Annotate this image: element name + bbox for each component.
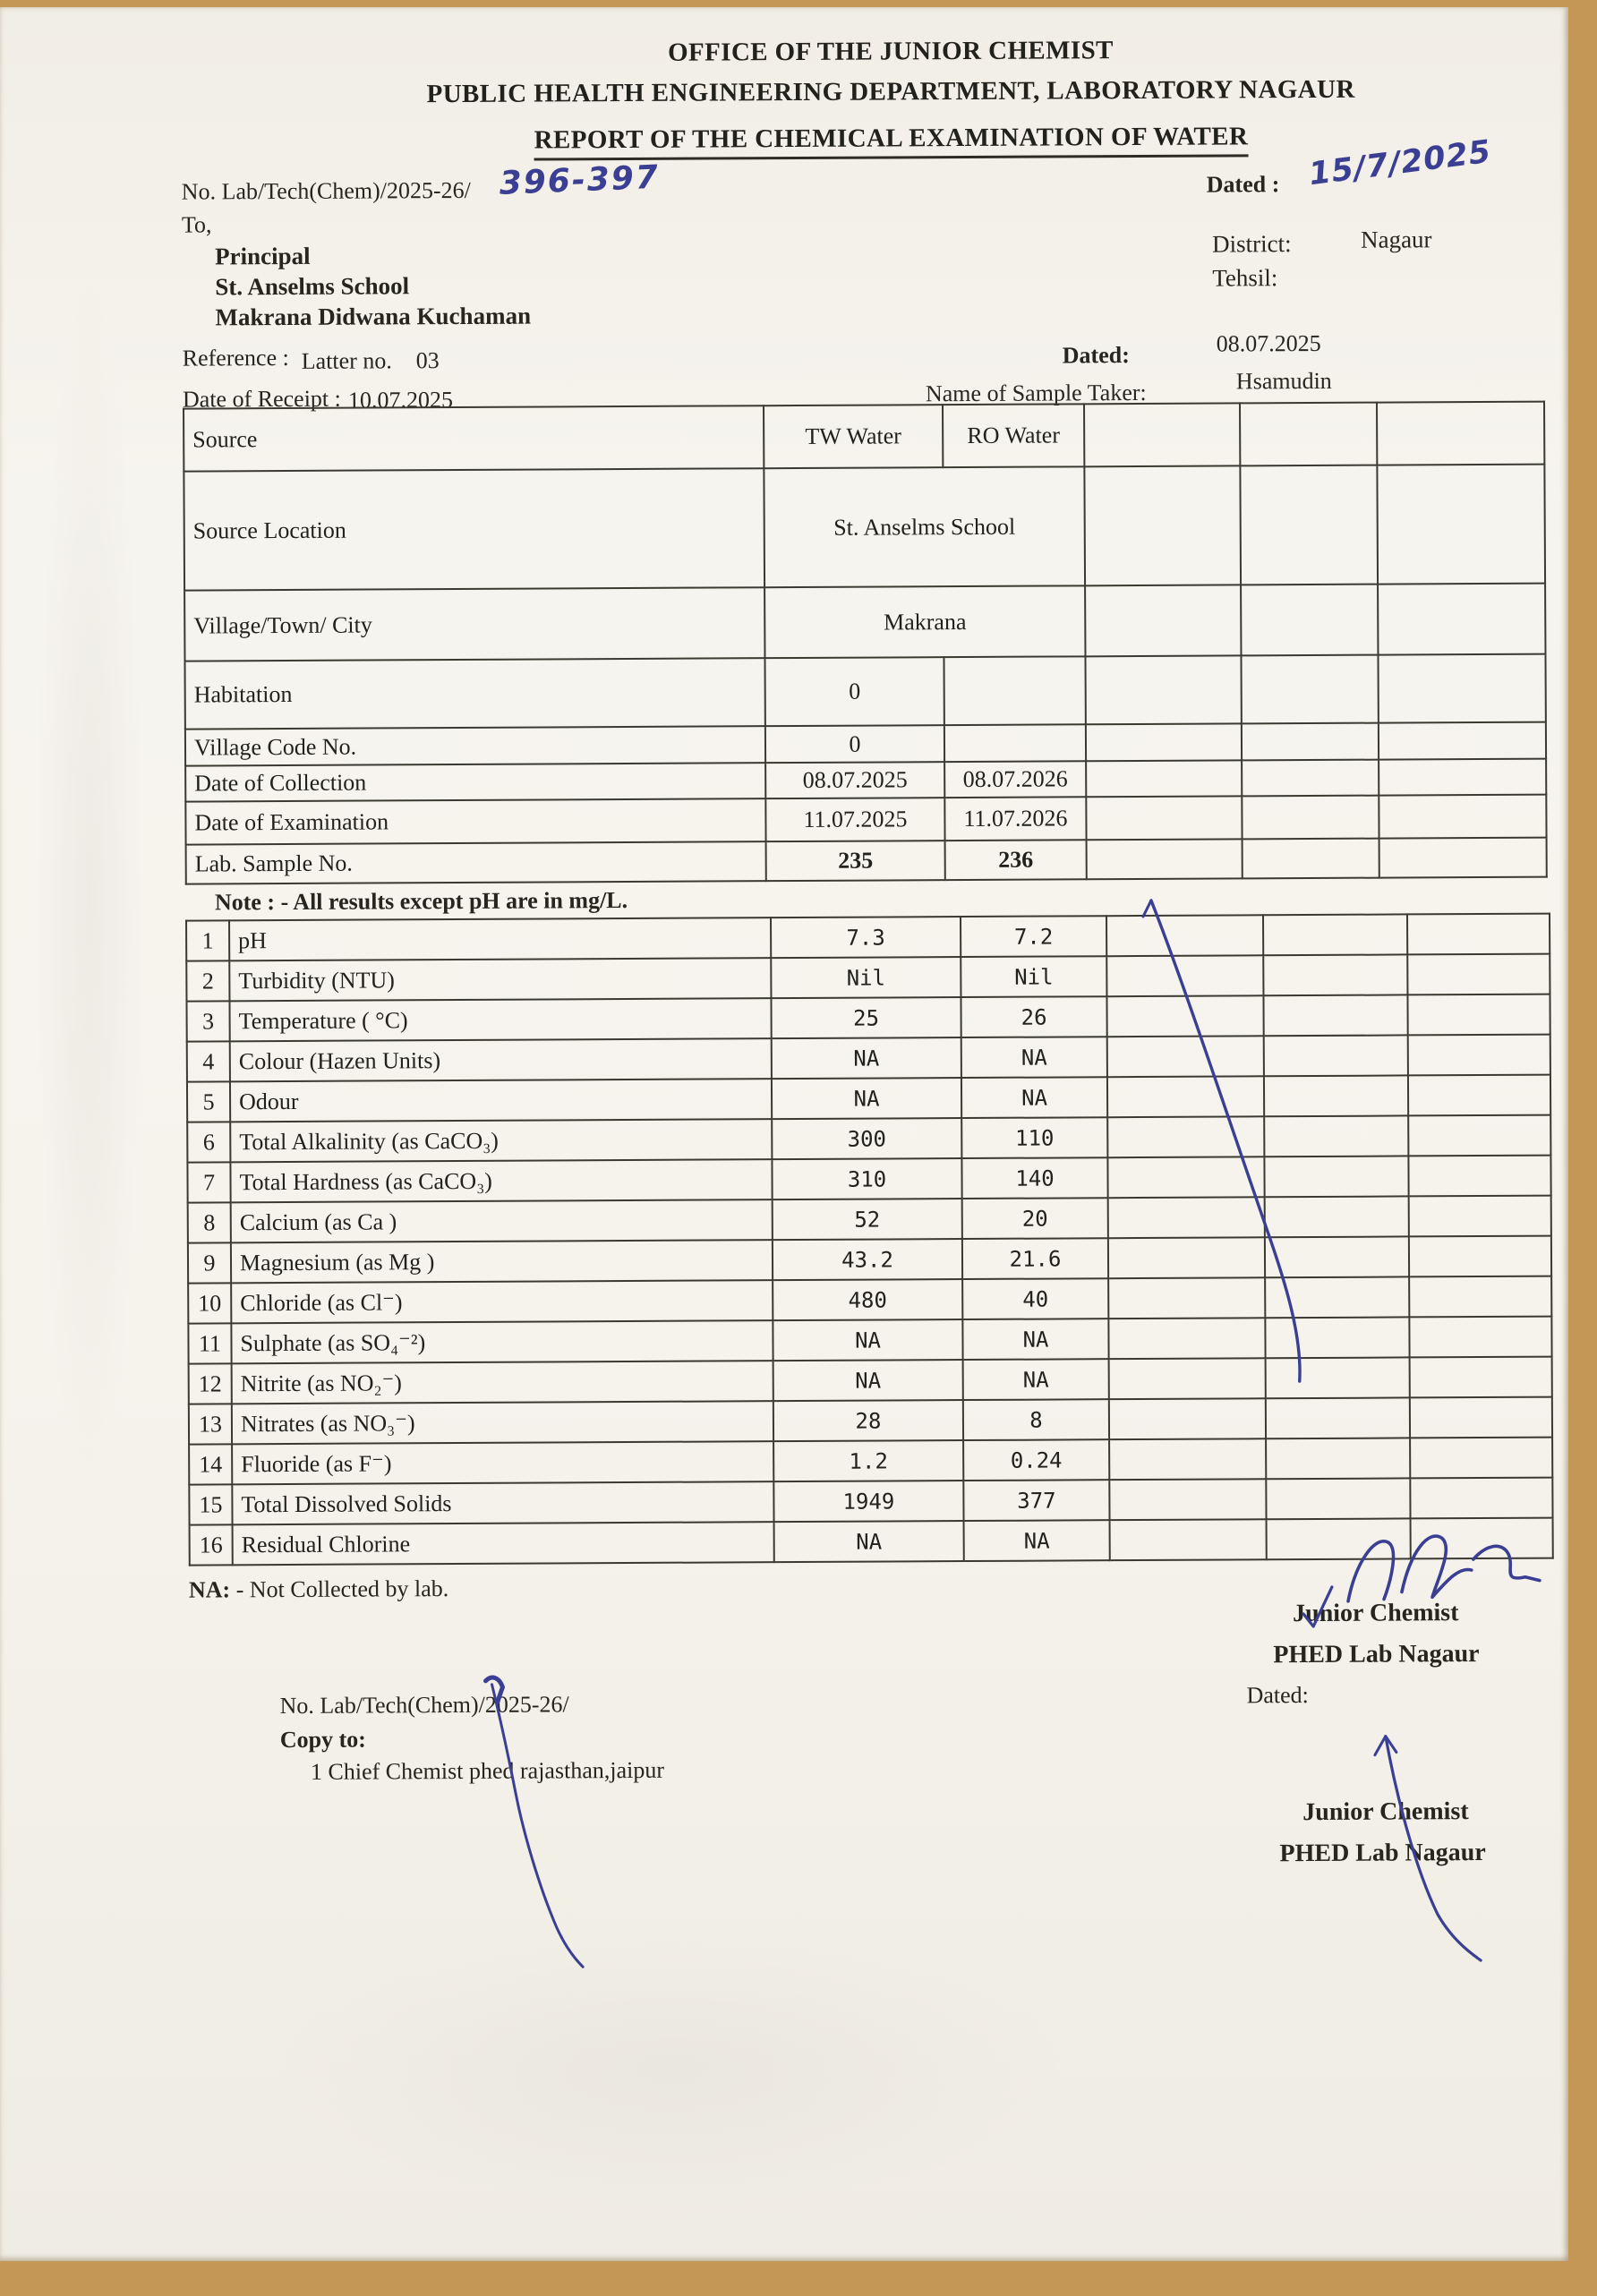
parameter-cell: Sulphate (as SO₄⁻²) xyxy=(231,1320,773,1363)
info-label-cell: Village/Town/ City xyxy=(184,587,764,661)
empty-cell xyxy=(1410,1438,1552,1479)
sample-taker-value: Hsamudin xyxy=(1235,367,1332,395)
ro-value-cell: 11.07.2026 xyxy=(944,797,1086,841)
empty-cell xyxy=(1240,403,1377,466)
empty-cell xyxy=(1264,1035,1408,1076)
empty-cell xyxy=(1265,1236,1409,1277)
info-row-lab-sample-no xyxy=(186,838,1547,884)
parameter-cell: Colour (Hazen Units) xyxy=(230,1038,772,1081)
empty-cell xyxy=(1109,1398,1266,1439)
reference-label: Reference : xyxy=(182,344,289,371)
sample-taker-label: Name of Sample Taker: xyxy=(925,379,1147,407)
empty-cell xyxy=(1107,1076,1264,1117)
empty-cell xyxy=(1265,1317,1409,1358)
row-number-cell: 14 xyxy=(189,1444,232,1484)
tw-result-cell: NA xyxy=(774,1521,964,1562)
result-row xyxy=(188,1236,1551,1284)
tw-result-cell: 480 xyxy=(773,1279,962,1320)
ro-result-cell: 40 xyxy=(962,1278,1108,1319)
row-number-cell: 15 xyxy=(189,1484,232,1524)
empty-cell xyxy=(1407,994,1550,1036)
empty-cell xyxy=(1379,838,1547,878)
empty-cell xyxy=(1084,403,1240,466)
tw-value-cell: 235 xyxy=(766,841,945,881)
tw-value-cell: 11.07.2025 xyxy=(765,798,944,841)
info-row-source xyxy=(184,402,1544,472)
tw-header-cell: TW Water xyxy=(764,405,943,468)
info-label-cell: Source xyxy=(184,405,764,471)
empty-cell xyxy=(1411,1518,1553,1559)
empty-cell xyxy=(1086,723,1242,761)
row-number-cell: 7 xyxy=(187,1162,230,1202)
info-label-cell: Source Location xyxy=(184,468,764,590)
empty-cell xyxy=(1265,1276,1409,1318)
row-number-cell: 9 xyxy=(188,1242,231,1283)
parameter-cell: Residual Chlorine xyxy=(233,1522,774,1565)
empty-cell xyxy=(1378,584,1545,655)
empty-cell xyxy=(1240,465,1378,585)
empty-cell xyxy=(1087,839,1243,879)
junior-chemist-title-bottom: Junior Chemist xyxy=(1302,1797,1469,1827)
department-heading-row xyxy=(188,73,1593,110)
receipt-value: 10.07.2025 xyxy=(347,387,454,414)
lab-ref-number-handwritten: 396-397 xyxy=(498,158,661,202)
phed-lab-nagaur-bottom: PHED Lab Nagaur xyxy=(1279,1838,1486,1868)
tw-result-cell: NA xyxy=(772,1037,961,1079)
merged-value-cell: St. Anselms School xyxy=(764,466,1085,587)
result-row xyxy=(186,954,1550,1002)
ro-value-cell: 08.07.2026 xyxy=(944,761,1086,798)
pen-arrowhead-bottom-signature xyxy=(1375,1737,1396,1755)
empty-cell xyxy=(1408,1035,1550,1076)
empty-cell xyxy=(1241,655,1378,724)
empty-cell xyxy=(1108,1318,1265,1359)
empty-cell xyxy=(1264,1075,1408,1116)
empty-cell xyxy=(1409,1236,1551,1277)
receipt-label: Date of Receipt : xyxy=(182,385,341,413)
info-label-cell: Village Code No. xyxy=(185,726,765,765)
empty-cell xyxy=(1265,1196,1409,1237)
tw-result-cell: NA xyxy=(772,1078,961,1119)
empty-cell xyxy=(1108,1277,1265,1319)
tw-value-cell: 08.07.2025 xyxy=(765,762,944,798)
addressee-line: St. Anselms School xyxy=(215,272,410,301)
result-row xyxy=(188,1317,1551,1364)
district-value: Nagaur xyxy=(1360,226,1432,253)
info-label-cell: Date of Examination xyxy=(185,798,765,844)
copy-to-item: 1 Chief Chemist phed rajasthan,jaipur xyxy=(310,1756,665,1785)
result-row xyxy=(190,1518,1553,1566)
empty-cell xyxy=(1242,723,1379,761)
ro-value-cell: 236 xyxy=(945,840,1087,880)
empty-cell xyxy=(1108,1197,1265,1238)
ro-result-cell: NA xyxy=(963,1359,1109,1400)
tw-result-cell: 28 xyxy=(773,1400,963,1441)
row-number-cell: 6 xyxy=(187,1122,230,1162)
ro-result-cell: 21.6 xyxy=(962,1238,1108,1279)
result-row xyxy=(188,1276,1551,1324)
reference-number: 03 xyxy=(415,347,440,374)
info-label-cell: Lab. Sample No. xyxy=(186,841,766,883)
office-heading-row xyxy=(188,33,1593,70)
empty-cell xyxy=(1379,759,1546,796)
tw-result-cell: 7.3 xyxy=(771,917,961,958)
to-label: To, xyxy=(181,211,212,238)
result-row xyxy=(187,1035,1550,1082)
tw-result-cell: 1.2 xyxy=(773,1440,963,1481)
info-row-examination-date xyxy=(185,795,1546,845)
tw-result-cell: 300 xyxy=(772,1118,961,1159)
empty-cell xyxy=(1266,1357,1410,1398)
row-number-cell: 5 xyxy=(187,1081,230,1122)
empty-cell xyxy=(1106,995,1263,1037)
addressee-line: Principal xyxy=(215,242,311,270)
parameter-cell: Nitrates (as NO₃⁻) xyxy=(232,1401,773,1444)
result-row xyxy=(189,1438,1552,1485)
info-row-habitation xyxy=(184,654,1545,730)
row-number-cell: 16 xyxy=(190,1524,233,1565)
result-row xyxy=(189,1397,1552,1445)
empty-cell xyxy=(1408,1115,1550,1157)
row-number-cell: 4 xyxy=(187,1041,230,1081)
tw-value-cell: 0 xyxy=(764,657,944,726)
empty-cell xyxy=(1086,796,1242,840)
office-title: OFFICE OF THE JUNIOR CHEMIST xyxy=(667,36,1114,67)
ro-result-cell: 0.24 xyxy=(963,1439,1109,1481)
ro-result-cell: 8 xyxy=(963,1399,1109,1440)
parameter-cell: Temperature ( °C) xyxy=(229,998,771,1041)
parameter-cell: Magnesium (as Mg ) xyxy=(231,1240,773,1283)
row-number-cell: 11 xyxy=(188,1323,231,1363)
ro-result-cell: 110 xyxy=(961,1117,1107,1158)
empty-cell xyxy=(1242,796,1379,840)
info-row-village xyxy=(184,584,1545,661)
empty-cell xyxy=(1084,465,1241,585)
phed-lab-nagaur-top: PHED Lab Nagaur xyxy=(1273,1640,1480,1669)
empty-cell xyxy=(1408,1156,1550,1197)
department-title: PUBLIC HEALTH ENGINEERING DEPARTMENT, LABORATORY NAGAUR xyxy=(426,74,1355,109)
ro-result-cell: NA xyxy=(961,1077,1107,1118)
empty-cell xyxy=(1266,1397,1410,1438)
reference-dated-value: 08.07.2025 xyxy=(1216,329,1321,357)
parameter-cell: Odour xyxy=(230,1079,772,1122)
copy-to-label: Copy to: xyxy=(279,1726,366,1754)
result-row xyxy=(187,1075,1550,1122)
row-number-cell: 8 xyxy=(188,1202,231,1242)
empty-cell xyxy=(1379,722,1546,760)
tw-result-cell: NA xyxy=(773,1360,963,1401)
ro-result-cell: NA xyxy=(962,1319,1108,1360)
result-row xyxy=(188,1196,1551,1243)
parameter-cell: Fluoride (as F⁻) xyxy=(232,1441,773,1484)
empty-cell xyxy=(1086,760,1242,797)
row-number-cell: 12 xyxy=(189,1363,232,1404)
ro-result-cell: 377 xyxy=(963,1480,1109,1521)
tw-value-cell: 0 xyxy=(765,725,944,763)
reference-dated-label: Dated: xyxy=(1062,342,1130,369)
parameter-cell: Chloride (as Cl⁻) xyxy=(231,1280,773,1323)
empty-cell xyxy=(1410,1478,1552,1519)
empty-cell xyxy=(1410,1357,1552,1398)
na-note-text: - Not Collected by lab. xyxy=(235,1575,449,1603)
empty-cell xyxy=(1107,1036,1264,1077)
empty-cell xyxy=(1264,1115,1408,1157)
empty-cell xyxy=(1107,1157,1264,1198)
empty-cell xyxy=(1110,1519,1267,1560)
result-row xyxy=(186,914,1550,961)
empty-cell xyxy=(1106,915,1263,956)
empty-cell xyxy=(1377,465,1545,585)
sign-dated-label: Dated: xyxy=(1246,1682,1309,1709)
empty-cell xyxy=(1263,954,1407,995)
tw-result-cell: 25 xyxy=(771,997,961,1038)
empty-cell xyxy=(1266,1478,1410,1519)
result-row xyxy=(187,1156,1550,1203)
parameter-cell: pH xyxy=(229,918,771,960)
ro-value-cell xyxy=(944,724,1086,762)
results-table xyxy=(185,913,1554,1566)
ro-result-cell: 20 xyxy=(962,1198,1108,1239)
parameter-cell: Turbidity (NTU) xyxy=(229,958,771,1001)
parameter-cell: Nitrite (as NO₂⁻) xyxy=(232,1361,773,1404)
info-label-cell: Date of Collection xyxy=(185,763,765,801)
lab-ref-label: No. Lab/Tech(Chem)/2025-26/ xyxy=(181,176,471,205)
empty-cell xyxy=(1085,585,1241,656)
na-note-label: NA: xyxy=(188,1576,231,1603)
ro-result-cell: Nil xyxy=(961,956,1106,997)
ro-result-cell: NA xyxy=(961,1037,1107,1078)
info-label-cell: Habitation xyxy=(184,658,764,729)
parameter-cell: Total Alkalinity (as CaCO₃) xyxy=(230,1119,772,1162)
empty-cell xyxy=(1263,994,1407,1036)
empty-cell xyxy=(1109,1479,1266,1520)
ro-result-cell: 26 xyxy=(961,996,1106,1037)
empty-cell xyxy=(1241,585,1378,656)
parameter-cell: Calcium (as Ca ) xyxy=(231,1199,773,1242)
addressee-line: Makrana Didwana Kuchaman xyxy=(215,302,532,331)
empty-cell xyxy=(1108,1237,1265,1278)
row-number-cell: 13 xyxy=(189,1404,232,1444)
reference-value: Latter no. xyxy=(301,347,392,374)
empty-cell xyxy=(1409,1276,1551,1318)
district-label: District: xyxy=(1211,230,1292,258)
sample-info-table xyxy=(183,401,1548,885)
empty-cell xyxy=(1408,1075,1550,1116)
tw-result-cell: 43.2 xyxy=(773,1239,962,1280)
units-note: Note : - All results except pH are in mg/L. xyxy=(214,886,628,916)
ro-result-cell: 7.2 xyxy=(961,916,1106,957)
ro-result-cell: NA xyxy=(964,1520,1110,1561)
result-row xyxy=(189,1357,1552,1404)
empty-cell xyxy=(1263,914,1407,955)
empty-cell xyxy=(1109,1358,1266,1399)
empty-cell xyxy=(1409,1196,1551,1237)
footer-lab-ref-label: No. Lab/Tech(Chem)/2025-26/ xyxy=(279,1691,569,1720)
empty-cell xyxy=(1266,1438,1410,1479)
empty-cell xyxy=(1409,1317,1551,1358)
empty-cell xyxy=(1109,1438,1266,1480)
na-note xyxy=(189,1575,448,1604)
report-title: REPORT OF THE CHEMICAL EXAMINATION OF WATER xyxy=(534,122,1249,160)
ro-header-cell: RO Water xyxy=(943,404,1084,467)
tw-result-cell: NA xyxy=(773,1319,962,1361)
empty-cell xyxy=(1407,914,1550,955)
empty-cell xyxy=(1264,1156,1408,1197)
merged-value-cell: Makrana xyxy=(764,585,1085,658)
tw-result-cell: 310 xyxy=(772,1158,961,1199)
tw-result-cell: 52 xyxy=(773,1199,962,1240)
empty-cell xyxy=(1378,654,1545,723)
row-number-cell: 3 xyxy=(186,1001,229,1041)
parameter-cell: Total Hardness (as CaCO₃) xyxy=(230,1159,772,1202)
info-row-source-location xyxy=(184,465,1545,591)
row-number-cell: 10 xyxy=(188,1283,231,1323)
parameter-cell: Total Dissolved Solids xyxy=(232,1481,773,1524)
empty-cell xyxy=(1106,955,1263,996)
empty-cell xyxy=(1085,655,1241,724)
empty-cell xyxy=(1243,839,1379,879)
pen-stroke-footer xyxy=(491,1684,583,1967)
empty-cell xyxy=(1377,402,1544,465)
result-row xyxy=(186,994,1550,1042)
empty-cell xyxy=(1379,795,1546,839)
dated-label: Dated : xyxy=(1206,171,1280,198)
row-number-cell: 2 xyxy=(186,960,229,1001)
tw-result-cell: 1949 xyxy=(773,1481,963,1522)
tw-result-cell: Nil xyxy=(771,957,961,998)
dated-handwritten: 15/7/2025 xyxy=(1306,133,1494,193)
ro-value-cell xyxy=(944,656,1085,725)
empty-cell xyxy=(1410,1397,1552,1438)
empty-cell xyxy=(1107,1116,1264,1157)
result-row xyxy=(189,1478,1552,1525)
empty-cell xyxy=(1242,760,1379,797)
tehsil-label: Tehsil: xyxy=(1212,264,1278,292)
empty-cell xyxy=(1407,954,1550,995)
empty-cell xyxy=(1267,1518,1411,1559)
junior-chemist-title-top: Junior Chemist xyxy=(1293,1599,1459,1628)
ro-result-cell: 140 xyxy=(961,1157,1107,1199)
result-row xyxy=(187,1115,1550,1163)
row-number-cell: 1 xyxy=(186,920,229,960)
